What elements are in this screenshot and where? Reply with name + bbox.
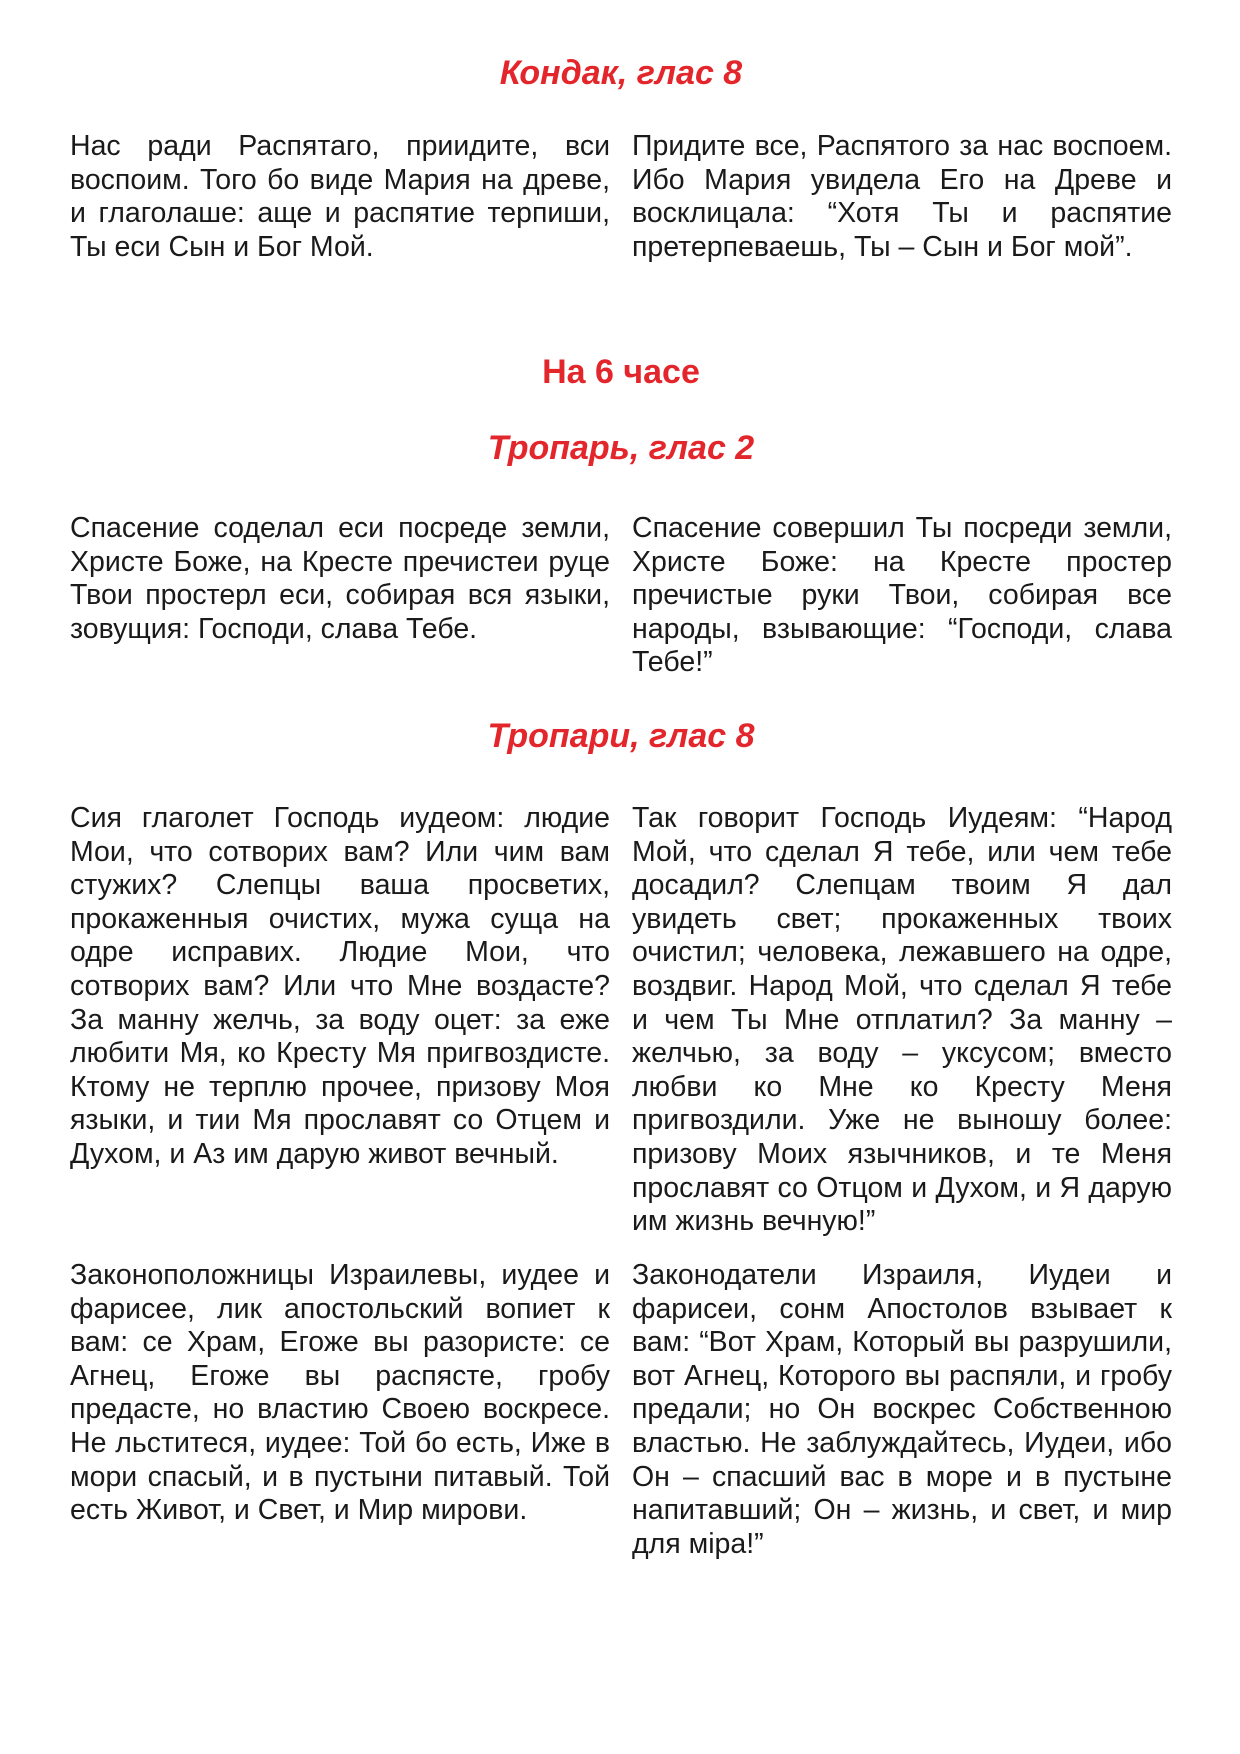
- church-slavonic-text: Сия глаголет Господь иудеом: людие Мои, что сотворих вам? Или чим вам стужих? Слепцы ваша просветих, прокаженныя очистих, мужа суща на одре исправих. Людие Мои, что сотворих вам? Или что Мне воздасте? За манну желчь, за воду оцет: за еже любити Мя, ко Кресту Мя пригвоздисте. Ктому не терплю прочее, призову Моя языки, и тии Мя прославят со Отцем и Духом, и Аз им дарую живот вечный.: [70, 802, 610, 1170]
- section-heading-troparion-2: Тропарь, глас 2: [487, 429, 755, 467]
- church-slavonic-text: Нас ради Распятаго, приидите, вси воспоим. Того бо виде Мария на древе, и глаголаше: аще и распятие терпиши, Ты еси Сын и Бог Мой.: [70, 130, 610, 263]
- section-heading-kondak: Кондак, глас 8: [499, 54, 743, 92]
- text-row-kondak: [70, 130, 1172, 264]
- church-slavonic-text: Законоположницы Израилевы, иудее и фарисее, лик апостольский вопиет к вам: се Храм, Егоже вы разористе: се Агнец, Егоже вы распясте, гробу предасте, но властию Своею воскресе. Не льститеся, иудее: Той бо есть, Иже в мори спасый, и в пустыни питавый. Той есть Живот, и Свет, и Мир мирови.: [70, 1259, 610, 1527]
- russian-translation-text: Законодатели Израиля, Иудеи и фарисеи, сонм Апостолов взывает к вам: “Вот Храм, Который вы разрушили, вот Агнец, Которого вы распяли, и гробу предали; но Он воскрес Собственною властью. Не заблуждайтесь, Иудеи, ибо Он – спасший вас в море и в пустыне напитавший; Он – жизнь, и свет, и мир для міра!”: [632, 1259, 1172, 1560]
- russian-translation-text: Спасение совершил Ты посреди земли, Христе Боже: на Кресте простер пречистые руки Твои, собирая все народы, взывающие: “Господи, слава Тебе!”: [632, 512, 1172, 679]
- russian-translation-text: Придите все, Распятого за нас воспоем. Ибо Мария увидела Его на Древе и восклицала: “Хотя Ты и распятие претерпеваешь, Ты – Сын и Бог мой”.: [632, 130, 1172, 263]
- text-row-troparia-8-second: [70, 1259, 1172, 1561]
- church-slavonic-text: Спасение соделал еси посреде земли, Христе Боже, на Кресте пречистеи руце Твои простерл еси, собирая вся языки, зовущия: Господи, слава Тебе.: [70, 512, 610, 645]
- text-row-troparion-2: [70, 512, 1172, 680]
- text-row-troparia-8-first: [70, 802, 1172, 1239]
- russian-translation-text: Так говорит Господь Иудеям: “Народ Мой, что сделал Я тебе, или чем тебе досадил? Слепцам твоим Я дал увидеть свет; прокаженных твоих очистил; человека, лежавшего на одре, воздвиг. Народ Мой, что сделал Я тебе и чем Ты Мне отплатил? За манну – желчью, за воду – уксусом; вместо любви ко Мне ко Кресту Меня пригвоздили. Уже не выношу более: призову Моих язычников, и те Меня прославят со Отцом и Духом, и Я дарую им жизнь вечную!”: [632, 802, 1172, 1238]
- section-heading-troparia-8: Тропари, глас 8: [487, 717, 755, 755]
- section-heading-sixth-hour: На 6 часе: [542, 353, 700, 391]
